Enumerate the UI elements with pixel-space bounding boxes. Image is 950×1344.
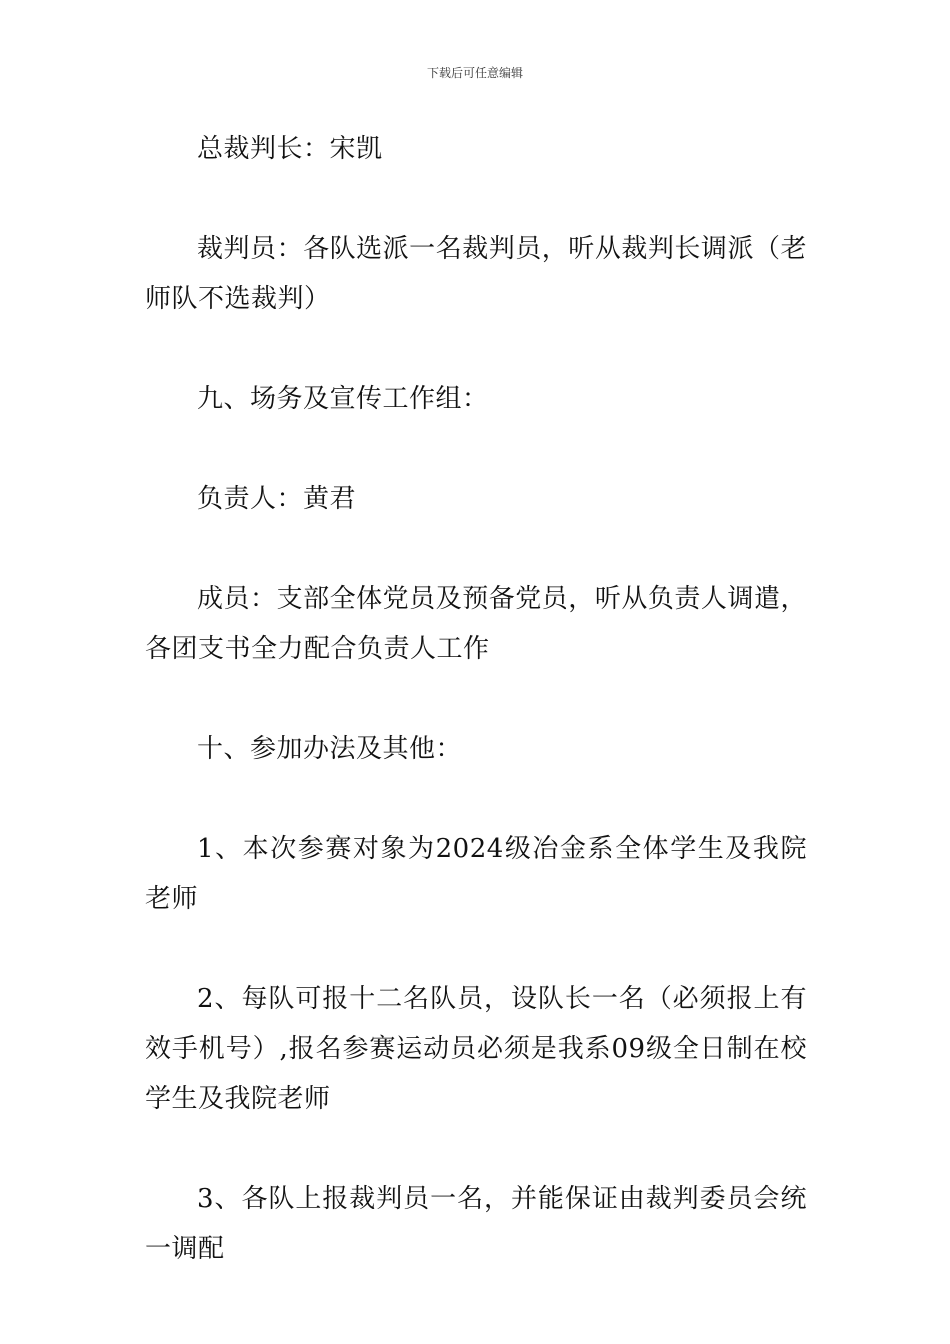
document-body [145,124,807,1274]
paragraph-referees: 裁判员：各队选派一名裁判员，听从裁判长调派（老师队不选裁判） [145,234,807,314]
paragraph-item-2: 2、每队可报十二名队员，设队长一名（必须报上有效手机号）,报名参赛运动员必须是我系09级全日制在校学生及我院老师 [145,984,807,1114]
paragraph-item-1: 1、本次参赛对象为2024级冶金系全体学生及我院老师 [145,834,807,914]
paragraph-section-nine-heading: 九、场务及宣传工作组： [197,384,489,414]
paragraph-section-ten-heading: 十、参加办法及其他： [197,734,463,764]
paragraph-item-3: 3、各队上报裁判员一名，并能保证由裁判委员会统一调配 [145,1184,807,1264]
paragraph-members: 成员：支部全体党员及预备党员，听从负责人调遣，各团支书全力配合负责人工作 [145,584,807,664]
paragraph-person-in-charge: 负责人：黄君 [197,484,357,514]
paragraph-chief-referee: 总裁判长：宋凯 [197,134,383,164]
page-header: 下载后可任意编辑 [426,66,523,80]
